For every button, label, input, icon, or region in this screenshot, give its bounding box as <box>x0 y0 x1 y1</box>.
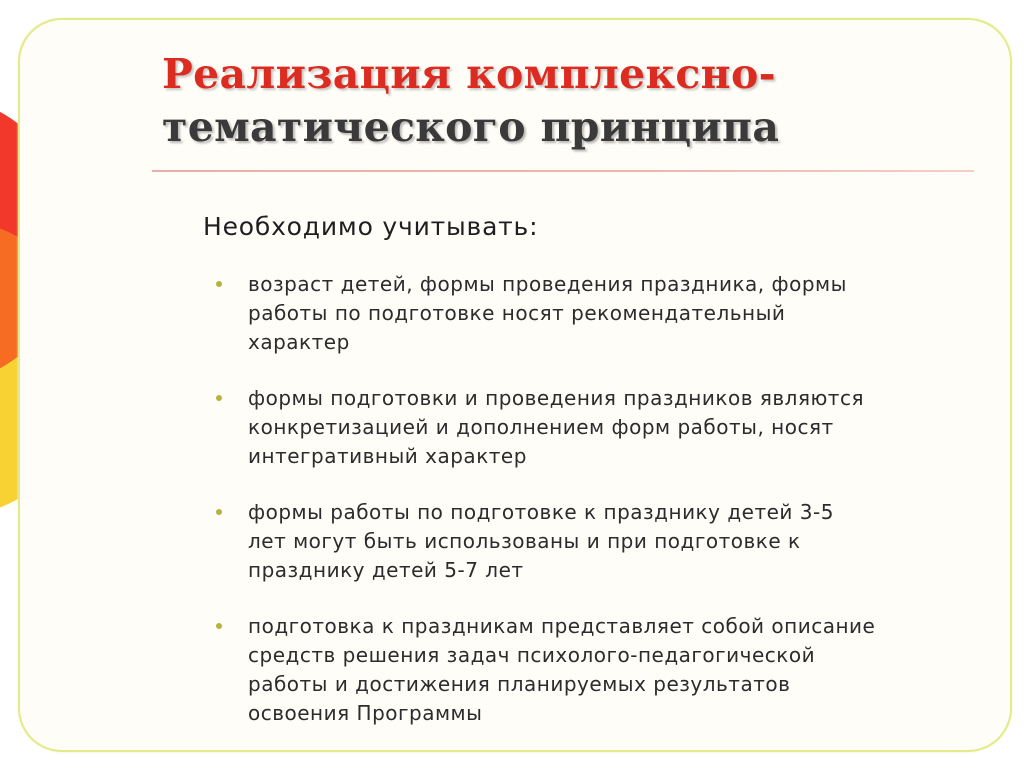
bullet-item <box>212 612 992 728</box>
bullet-text: формы подготовки и проведения праздников являются конкретизацией и дополнением форм работы, носят интегративный характер <box>248 386 864 468</box>
bullet-dot-icon <box>216 623 222 629</box>
title-line-2: тематического принципа <box>162 103 780 151</box>
bullet-item <box>212 270 992 357</box>
title-divider <box>152 170 974 172</box>
bullet-text: подготовка к праздникам представляет собой описание средств решения задач психолого-педагогической работы и достижения планируемых результатов освоения Программы <box>248 614 876 725</box>
slide-title <box>162 48 962 154</box>
bullet-list <box>212 270 992 755</box>
bullet-item <box>212 384 992 471</box>
bullet-item <box>212 498 992 585</box>
bullet-dot-icon <box>216 509 222 515</box>
bullet-dot-icon <box>216 281 222 287</box>
bullet-text: возраст детей, формы проведения праздника, формы работы по подготовке носят рекомендательный характер <box>248 272 847 354</box>
bullet-dot-icon <box>216 395 222 401</box>
subtitle: Необходимо учитывать: <box>203 212 539 241</box>
bullet-text: формы работы по подготовке к празднику детей 3-5 лет могут быть использованы и при подготовке к празднику детей 5-7 лет <box>248 500 834 582</box>
title-line-1: Реализация комплексно- <box>162 50 776 98</box>
